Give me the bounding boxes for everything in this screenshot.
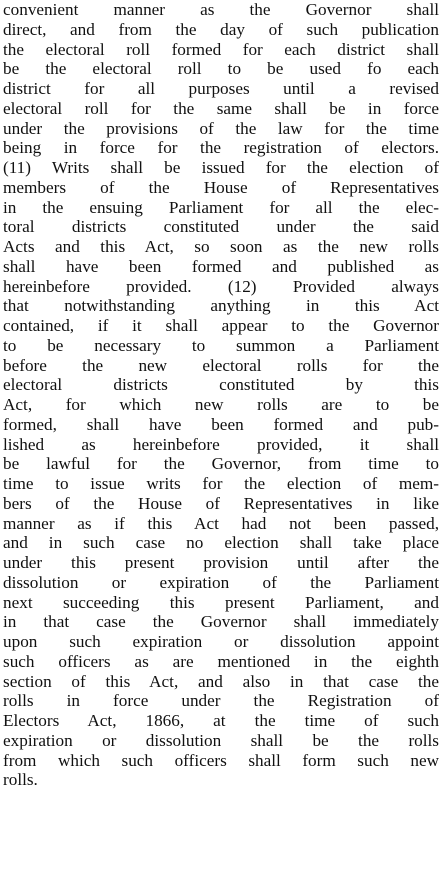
text-line: electoral districts constituted by this (3, 375, 439, 395)
text-line: lished as hereinbefore provided, it shall (3, 434, 439, 454)
text-line: in the ensuing Parliament for all the elec- (3, 197, 439, 217)
text-line: convenient manner as the Governor shall (3, 0, 439, 19)
text-line: upon such expiration or dissolution appoint (3, 632, 439, 651)
text-line: (11) Writs shall be issued for the election of (3, 158, 439, 177)
text-line: being in force for the registration of electors. (3, 138, 439, 158)
text-line: rolls in force under the Registration of (3, 691, 439, 711)
text-line: Electors Act, 1866, at the time of such (3, 711, 439, 730)
text-line: under the provisions of the law for the time (3, 118, 439, 138)
text-line: Act, for which new rolls are to be (3, 395, 439, 414)
text-line: under this present provision until after the (3, 553, 439, 572)
text-line: hereinbefore provided. (12) Provided always (3, 276, 439, 296)
text-line: time to issue writs for the election of mem- (3, 474, 439, 493)
text-line: to be necessary to summon a Parliament (3, 335, 439, 355)
text-line: shall have been formed and published as (3, 256, 439, 276)
text-line: district for all purposes until a revised (3, 79, 439, 98)
text-line: Acts and this Act, so soon as the new rolls (3, 237, 439, 256)
text-line: next succeeding this present Parliament, and (3, 592, 439, 612)
text-line: dissolution or expiration of the Parliament (3, 572, 439, 592)
text-line: rolls. (3, 770, 38, 790)
text-line: toral districts constituted under the said (3, 217, 439, 237)
text-line: in that case the Governor shall immediately (3, 612, 439, 632)
text-line: from which such officers shall form such new (3, 750, 439, 770)
text-line: contained, if it shall appear to the Governor (3, 316, 439, 335)
text-line: that notwithstanding anything in this Act (3, 296, 439, 316)
text-line: such officers as are mentioned in the eighth (3, 651, 439, 671)
text-line: section of this Act, and also in that case the (3, 671, 439, 691)
text-line: be lawful for the Governor, from time to (3, 454, 439, 474)
newspaper-text-column (3, 0, 439, 790)
text-line: manner as if this Act had not been passed, (3, 513, 439, 533)
text-line: electoral roll for the same shall be in force (3, 98, 439, 118)
text-line: direct, and from the day of such publication (3, 19, 439, 39)
text-line: formed, shall have been formed and pub- (3, 414, 439, 434)
text-line: bers of the House of Representatives in like (3, 493, 439, 513)
text-line: expiration or dissolution shall be the rolls (3, 730, 439, 750)
text-line: before the new electoral rolls for the (3, 355, 439, 375)
text-line: and in such case no election shall take place (3, 533, 439, 553)
text-line: the electoral roll formed for each district shall (3, 39, 439, 59)
text-line: be the electoral roll to be used fo each (3, 59, 439, 79)
text-line: members of the House of Representatives (3, 177, 439, 197)
